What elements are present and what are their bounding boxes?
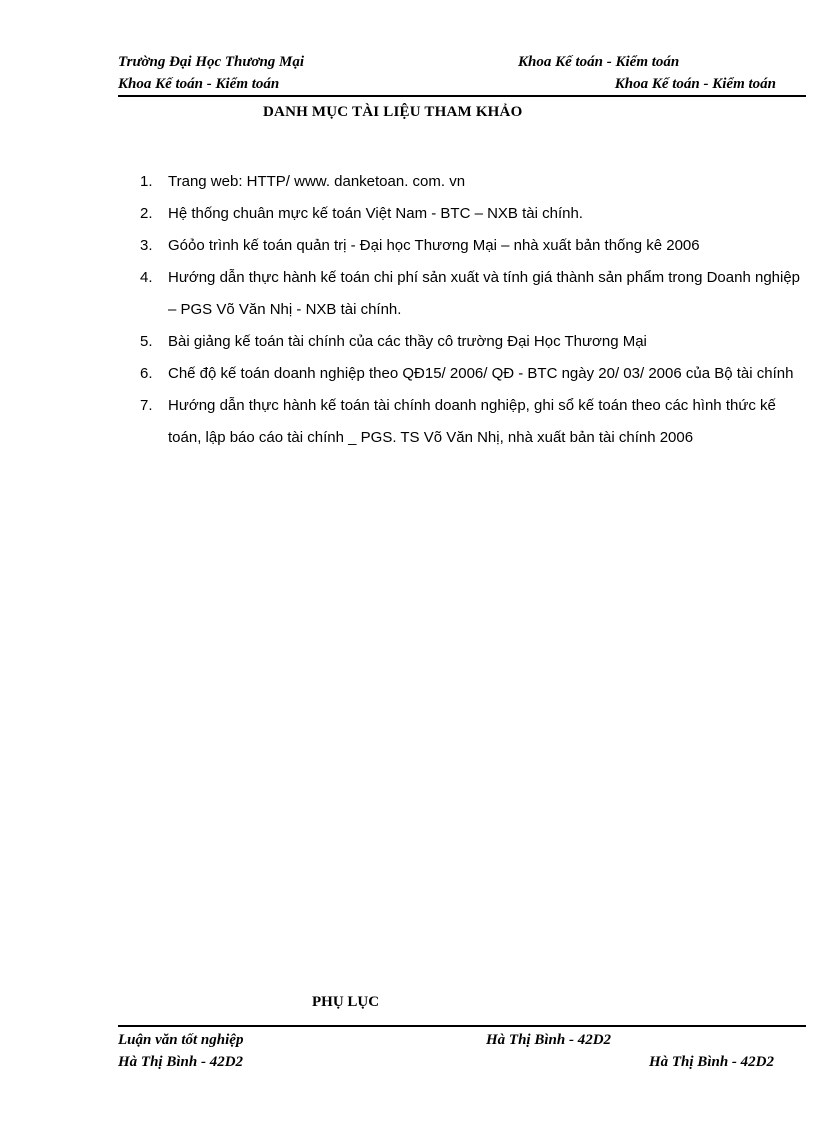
reference-list: [140, 166, 800, 454]
reference-number: 5.: [140, 333, 153, 350]
reference-number: 2.: [140, 205, 153, 222]
reference-text: Chế độ kế toán doanh nghiệp theo QĐ15/ 2006/ QĐ - BTC ngày 20/ 03/ 2006 của Bộ tài chính: [168, 365, 794, 382]
reference-number: 6.: [140, 365, 153, 382]
reference-text: Hướng dẫn thực hành kế toán tài chính doanh nghiệp, ghi sổ kế toán theo các hình thức kế toán, lập báo cáo tài chính _ PGS. TS Võ Văn Nhị, nhà xuất bản tài chính 2006: [168, 397, 776, 446]
reference-text: Trang web: HTTP/ www. danketoan. com. vn: [168, 173, 466, 190]
reference-text: Hệ thống chuân mực kế toán Việt Nam - BTC – NXB tài chính.: [168, 205, 583, 222]
footer-thesis-label: Luận văn tốt nghiệp: [118, 1032, 244, 1048]
appendix-heading: PHỤ LỤC: [312, 994, 380, 1010]
reference-text: Bài giảng kế toán tài chính của các thầy cô trường Đại Học Thương Mại: [168, 333, 647, 350]
footer-author-right: Hà Thị Bình - 42D2: [648, 1054, 774, 1070]
header-faculty-right: Khoa Kế toán - Kiểm toán: [614, 76, 776, 92]
header-school-name: Trường Đại Học Thương Mại: [118, 54, 305, 70]
reference-item: [140, 262, 800, 326]
reference-number: 7.: [140, 397, 153, 414]
reference-item: [140, 198, 800, 230]
reference-item: [140, 326, 800, 358]
reference-number: 1.: [140, 173, 153, 190]
header-faculty: Khoa Kế toán - Kiểm toán: [518, 54, 680, 70]
page-title: DANH MỤC TÀI LIỆU THAM KHẢO: [263, 104, 523, 120]
reference-number: 4.: [140, 269, 153, 286]
footer-author: Hà Thị Bình - 42D2: [486, 1032, 612, 1048]
reference-number: 3.: [140, 237, 153, 254]
footer-author-left: Hà Thị Bình - 42D2: [118, 1054, 244, 1070]
reference-text: Hướng dẫn thực hành kế toán chi phí sản xuất và tính giá thành sản phẩm trong Doanh nghiệp – PGS Võ Văn Nhị - NXB tài chính.: [168, 269, 801, 318]
reference-text: Góỏo trình kế toán quản trị - Đại học Thương Mại – nhà xuất bản thống kê 2006: [168, 237, 700, 254]
header-faculty-left: Khoa Kế toán - Kiểm toán: [118, 76, 280, 92]
reference-item: [140, 166, 800, 198]
reference-item: [140, 230, 800, 262]
reference-item: [140, 390, 800, 454]
footer-rule: [118, 1025, 806, 1027]
header-rule: [118, 95, 806, 97]
reference-item: [140, 358, 800, 390]
